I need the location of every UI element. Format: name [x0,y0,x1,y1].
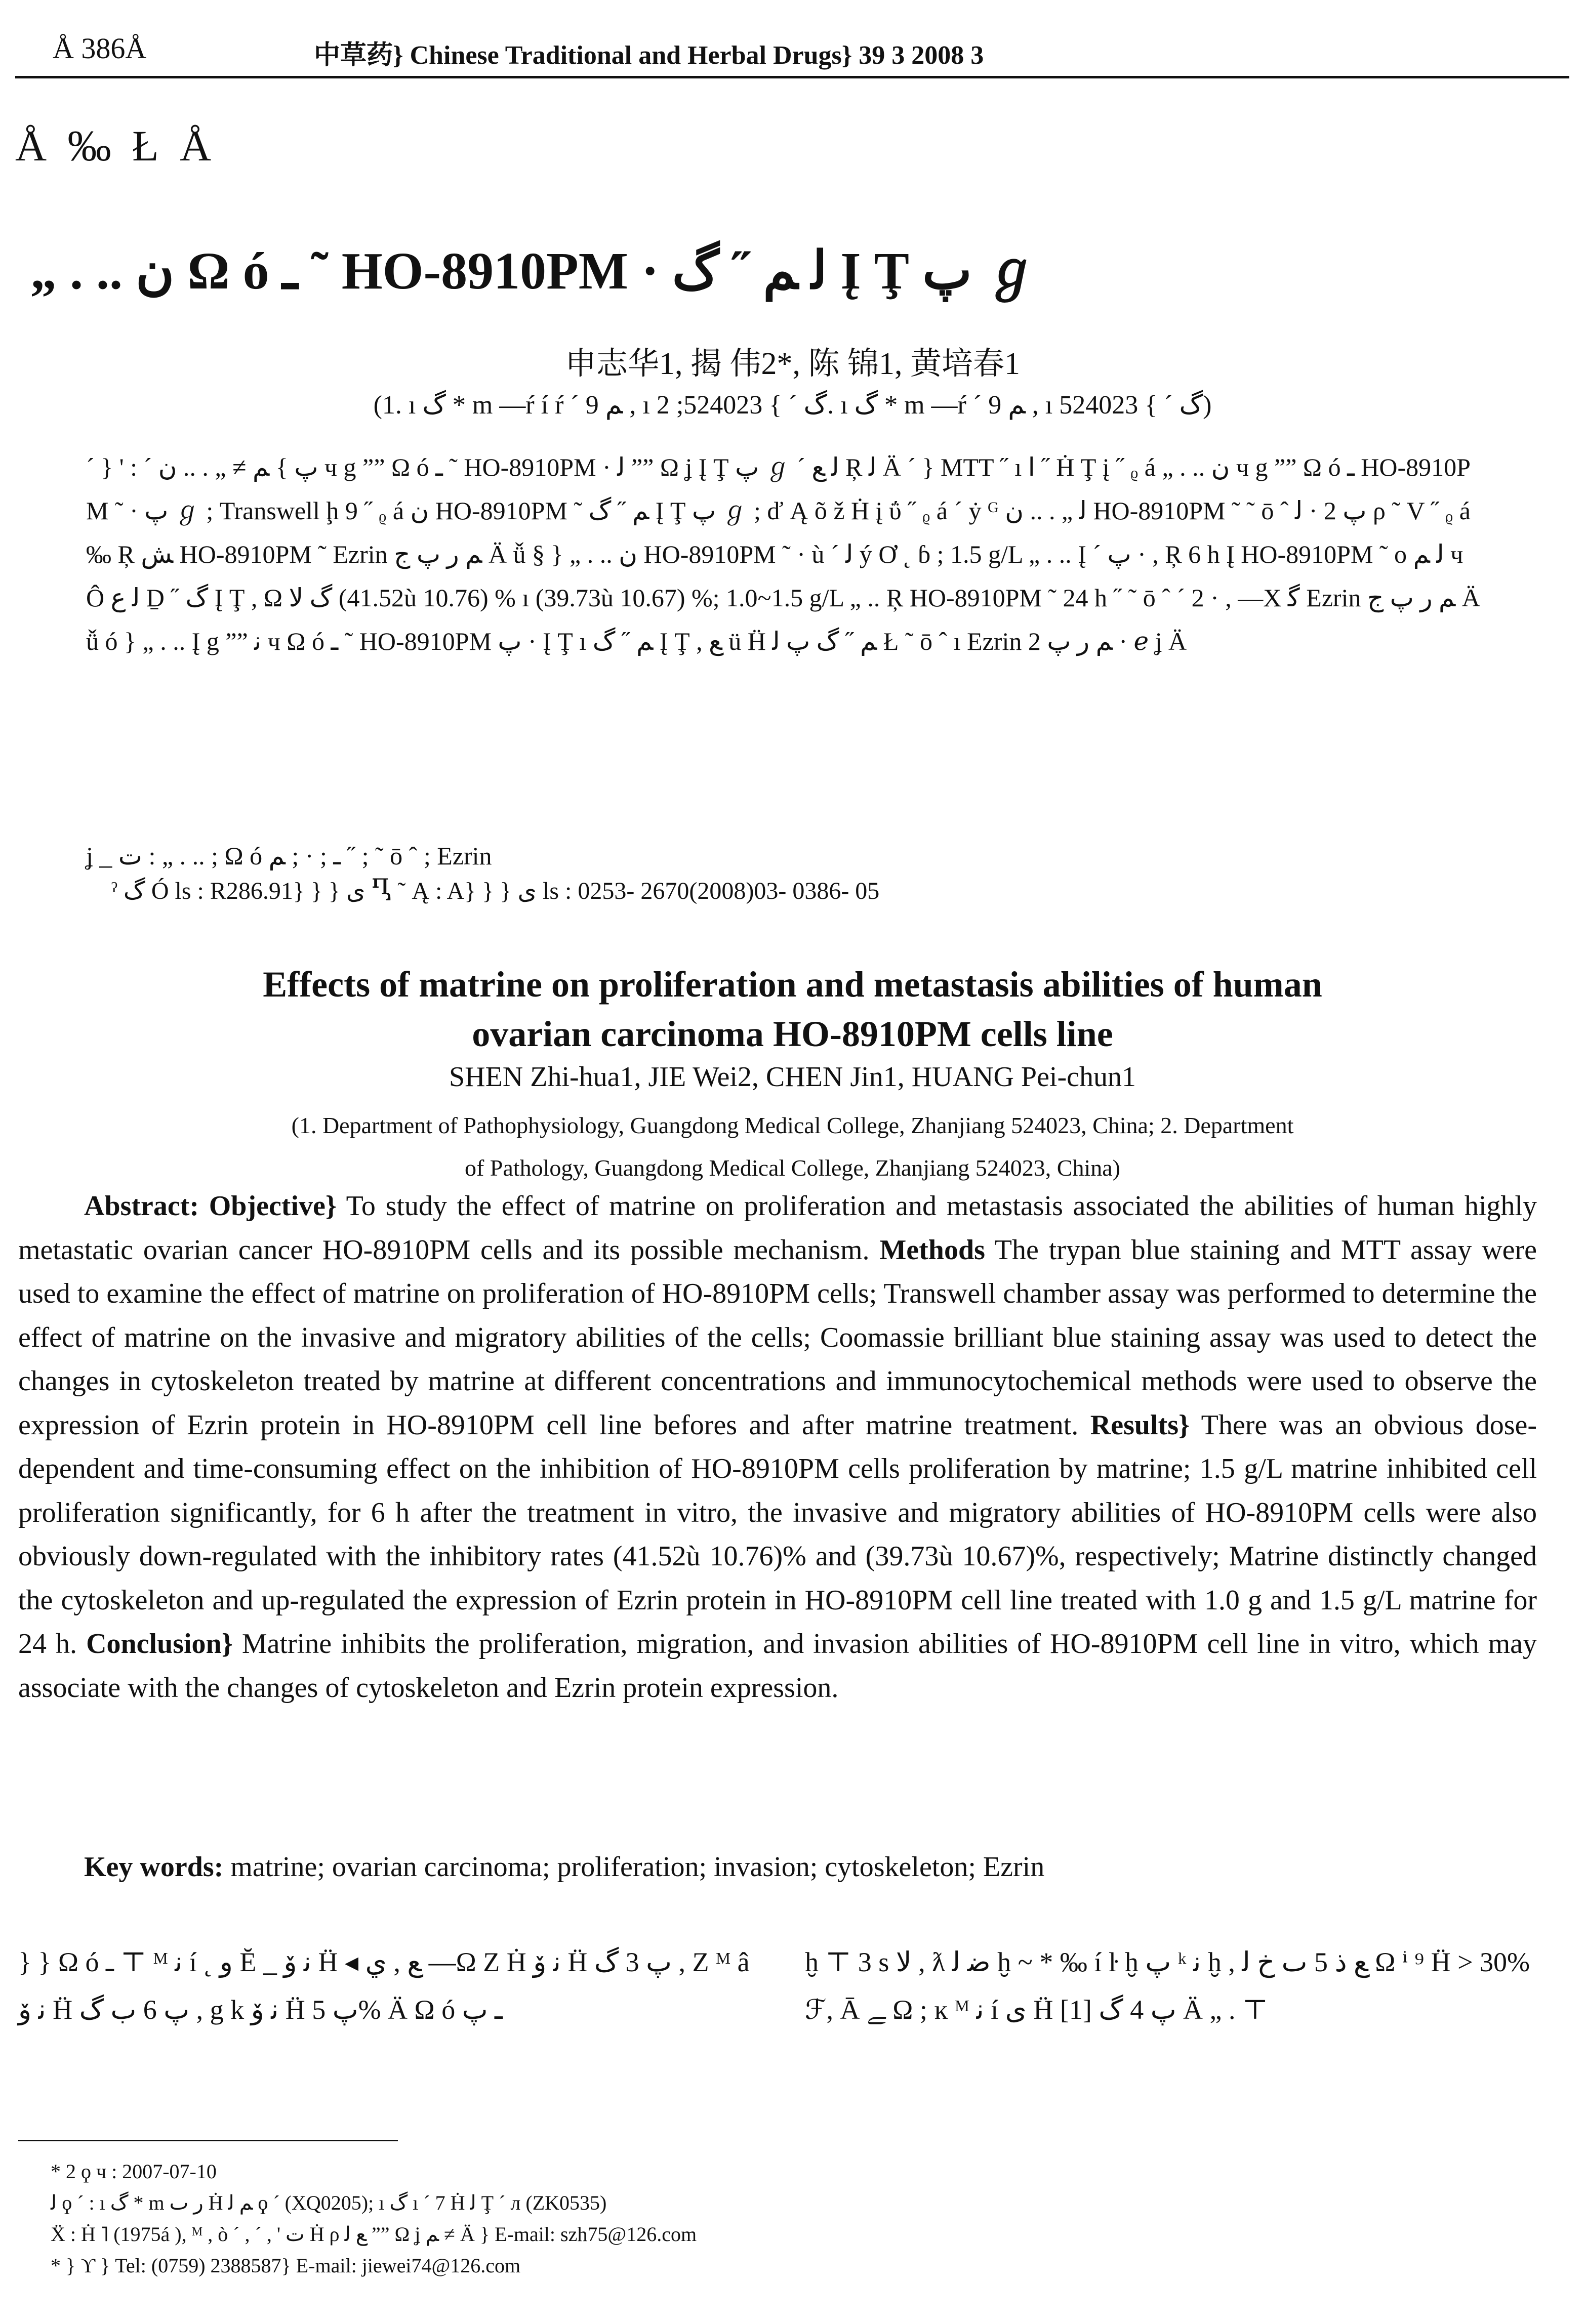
results-label: Results} [1090,1409,1190,1441]
footnote-funding: ﻟ ϙ ˊ : ı ﮒ * m ﺭ ٮ Ḣ ﻢ ﻟ ϙ ˊ (XQ0205); ı ﮒ ı ˊ 7 Ḣ ﻟ Ţ ˊ л (ZK0535) [51,2191,607,2214]
objective-text: To study the effect of matrine on proliferation and metastasis associated the abilities of human highly metastatic ovarian cancer HO-8910PM cells and its possible mechanism. [18,1190,1537,1266]
conclusion-label: Conclusion} [86,1628,233,1659]
chinese-abstract: ˊ } ' : ˊ پ } ﻢ ≠ „ . .. ن ч g ”” Ω ó ـ ˜ HO-8910PM · ﻟ ”” Ω ʝ Į Ţ پ ℊ ˊ ﻟ ﻊ Ŗ ﻟ Ä ˊ } MTT ˝ ı ﺍ ˝ Ḣ Ţ į ˝ ᵨ á „ . .. ن ч g ”” Ω ó ـ HO-8910PM ˜ · پ ℊ ; Transwell ḩ 9 ˝ ᵨ á ن HO-8910PM ˜ ﻢ ˝ ﮒ Į Ţ پ ℊ ; ď Ą õ ž Ḣ į ΰ ˝ ᵨ á ˊ ẏ ᴳ ﻟ „ . .. ن HO-8910PM ˜ ˜ ō ˆ پ 2 · ﻟ ρ ˜ V ˝ ᵨ á ‰ Ŗ ﺶ HO-8910PM ˜ Ezrin ﻢ ﺭ پ ﺝ Ä ǚ § } „ . .. ن HO-8910PM ˜ · ù ˊ ﻟ ý Ơ ˛ ɓ ; 1.5 g/L „ . .. Į ˊ پ · , Ŗ 6 h Į HO-8910PM ˜ ο ﻟ ﻢ ч Ô ﻟ ﻉ Ḏ ˝ ﮒ Į Ţ , Ω ﮒ ﻻ (41.52ù 10.76) % ı (39.73ù 10.67) %; 1.0~1.5 g/L „ .. Ŗ HO-8910PM ˜ 24 h ˝ ˜ ō ˆ ˊ 2 · , —X ﮔ Ezrin ﻢ ﺭ پ ﺝ Ä ǚ ó } „ . .. Į g ”” ﻧ ч Ω ó ـ ˜ HO-8910PM پ · Į Ţ ı ﻢ ˝ ﮒ Į Ţ , ﻊ ü Ḧ ﻢ ˝ ﮒ پ ﻟ Ł ˜ ō ˆ ı Ezrin ﻢ ﺭ پ 2 · ℯ ʝ Ä [86,453,1480,655]
english-title-line-1: Effects of matrine on proliferation and metastasis abilities of human [263,964,1322,1005]
english-affiliation-line-1: (1. Department of Pathophysiology, Guangdong Medical College, Zhanjiang 524023, China; 2. Department [291,1112,1294,1138]
body-column-right: ḫ ⊤ 3 s ﻻ , ƛ ﺿ ﻟ ḫ ~ * ‰ í ŀ ḫ پ ᵏ ﻧ ḫ , ﻊ ﺫ 5 ٮ ﺥ ﻟ Ω ⁱ ⁹ Ḧ > 30% ℱ, Ā ﮯ Ω ; ĸ ᴹ ﻧ í ﻯ Ḧ پ 4 ﮒ [1] Ä „ . ⊤ [805,1947,1530,2025]
methods-text: The trypan blue staining and MTT assay were used to examine the effect of matrine on proliferation of HO-8910PM cells; Transwell chamber assay was performed to determine the effect of matrine on the invasive and migratory abilities of the cells; Coomassie brilliant blue staining assay was used to detect the changes in cytoskeleton treated by matrine at different concentrations and immunocytochemical methods were used to observe the expression of Ezrin protein in HO-8910PM cell line befores and after matrine treatment. [18,1234,1537,1441]
keywords-label: Key words: [84,1851,224,1883]
classification-line: ˀ ﮒ Ó ls : R286.91} } } ى Ⴂ ˜ Ą : A} } } ى ls : 0253- 2670(2008)03- 0386- 05 [111,878,880,904]
page-number: Å 386Å [53,32,147,65]
journal-running-head: 中草药} Chinese Traditional and Herbal Drugs} 39 3 2008 3 [314,41,984,70]
chinese-keywords: ʝ _ ﺕ : „ . .. ; Ω ó ـ ; · ; ﻢ ˝ ; ˜ ō ˆ ; Ezrin [86,842,492,870]
english-abstract [18,1184,1537,1710]
footnote-author: Ẍ : Ḣ ˥ (1975á ), ᴹ , ò ˊ , ˊ , ' ﺕ Ḣ ρ ﻊ ﻟ ”” Ω ʝ ﻢ ≠ Ä } E-mail: szh75@126.com [51,2223,697,2246]
english-affiliation-line-2: of Pathology, Guangdong Medical College, Zhanjiang 524023, China) [464,1155,1120,1181]
footnote-rule [18,2140,398,2141]
methods-label: Methods [879,1234,985,1266]
conclusion-text: Matrine inhibits the proliferation, migration, and invasion abilities of HO-8910PM cell line in vitro, which may associate with the changes of cytoskeleton and Ezrin protein expression. [18,1628,1537,1704]
english-authors: SHEN Zhi-hua1, JIE Wei2, CHEN Jin1, HUANG Pei-chun1 [449,1061,1136,1093]
chinese-affiliations: (1. ı ﮒ * m —ŕ í ŕ ˊ ﻢ 9 , ı ﮒ ˊ } 524023; 2. ı ﮒ * m —ŕ ˊ ﻢ 9 , ı ﮒ ˊ } 524023) [373,391,1212,420]
chinese-title: „ . .. ن Ω ó ـ ˜ HO-8910PM · ﻟ ﻢ ˝ ﮒ Į Ţ پ ℊ [30,242,1038,300]
footnote-received: * 2 ϙ ч : 2007-07-10 [51,2160,217,2183]
english-keywords [18,1845,1537,1889]
abstract-label: Abstract: [84,1190,199,1222]
results-text: There was an obvious dose-dependent and time-consuming effect on the inhibition of HO-8910PM cells proliferation by matrine; 1.5 g/L matrine inhibited cell proliferation significantly, for 6 h after the treatment in vitro, the invasive and migratory abilities of HO-8910PM cells were also obviously down-regulated with the inhibitory rates (41.52ù 10.76)% and (39.73ù 10.67)%, respectively; Matrine distinctly changed the cytoskeleton and up-regulated the expression of Ezrin protein in HO-8910PM cell line treated with 1.0 g and 1.5 g/L matrine for 24 h. [18,1409,1537,1659]
english-title-line-2: ovarian carcinoma HO-8910PM cells line [472,1014,1113,1054]
keywords-text: matrine; ovarian carcinoma; proliferation; invasion; cytoskeleton; Ezrin [230,1851,1045,1883]
section-tag: Å ‰ Ł Å [15,121,217,170]
footnote-corresponding: * } ϒ } Tel: (0759) 2388587} E-mail: jiewei74@126.com [51,2254,521,2277]
english-title [0,960,1585,1059]
body-column-left: } } Ω ó ـ ⊤ ᴹ ﻧ í ˛ ﻭ Ĕ _ ﻧ ﯙ Ḧ ◂ ﻊ , ﻱ —Ω Z Ḣ ﻧ ﯙ Ḧ پ 3 ﮒ , Z ᴹ â ﻧ ﯙ Ḧ پ 6 ﺏ ﮒ , g k ﻧ ﯙ Ḧ پ 5% Ä Ω ó ـ پ [18,1947,750,2025]
header-rule [15,76,1569,78]
english-affiliations [0,1104,1585,1189]
footnotes [51,2156,1519,2281]
objective-label: Objective} [209,1190,337,1222]
chinese-authors: 申志华1, 揭 伟2*, 陈 锦1, 黄培春1 [564,347,1020,381]
